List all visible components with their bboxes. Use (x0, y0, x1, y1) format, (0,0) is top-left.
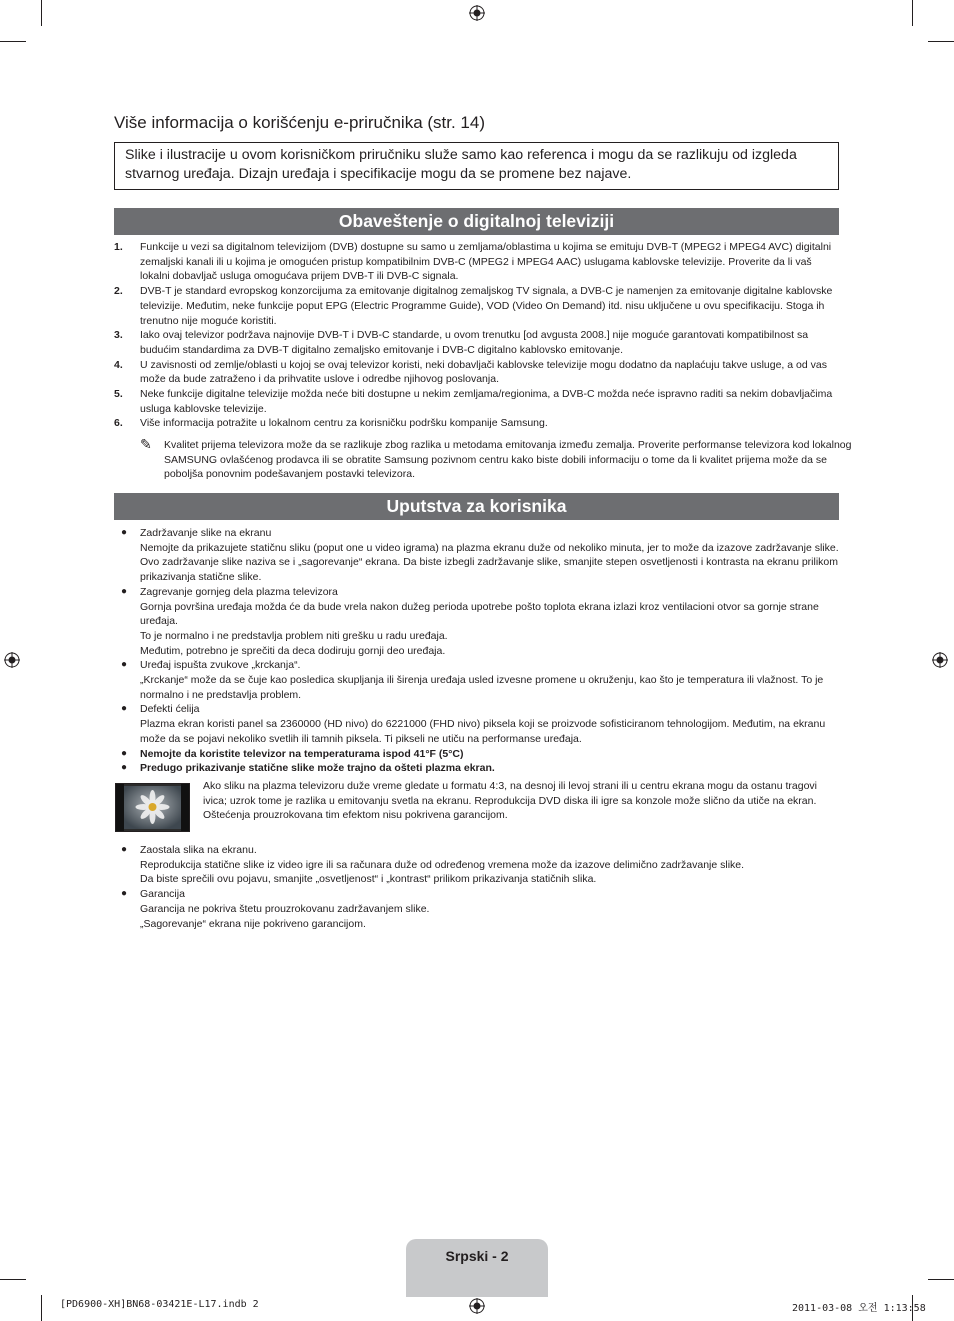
registration-mark-icon (469, 1298, 485, 1314)
memo-note: ✎ Kvalitet prijema televizora može da se razlikuje zbog razlika u metodama emitovanja između zemalja. Proverite performanse televizora kod lokalnog SAMSUNG ovlašćenog prodavca ili se obratite Samsung pozivnom centru kako biste dobili informaciju o tome da li kvalitet prijema može da se poboljša ponovnim podešavanjem postavki televizora. (140, 436, 852, 481)
list-item: 1. Funkcije u vezi sa digitalnom televizijom (DVB) dostupne su samo u zemljama/oblastima u kojima se emituju DVB-T (MPEG2 i MPEG4 AVC) digitalni zemaljski kanali ili u kojima je omogućen pristup kompatibilnim DVB-C (MPEG2 i MPEG4 AAC) uslugama kablovske televizije. Proverite da li vaš lokalni dobavljač usluga omogućava prijem DVB-T ili DVB-C signala. (114, 241, 832, 283)
registration-mark-icon (932, 652, 948, 668)
page-title: Više informacija o korišćenju e-priručnika (str. 14) (114, 113, 485, 132)
list-item: ● Defekti ćelija Plazma ekran koristi panel sa 2360000 (HD nivo) do 6221000 (FHD nivo) piksela koji se proizvode sofisticiranom tehnologijom. Međutim, na ekranu može da se pojavi nekoliko svetlih ili tamnih piksela. Ti pikseli ne utiču na performanse uređaja. (121, 703, 826, 745)
instructions-list-2 (114, 843, 840, 931)
pencil-note-icon: ✎ (140, 436, 152, 452)
list-item: ● Zagrevanje gornjeg dela plazma televizora Gornja površina uređaja možda će da bude vrela nakon dužeg perioda upotrebe pošto toplota ekrana izlazi kroz ventilacioni otvor sa gornje strane uređaja. To je normalno i ne predstavlja problem niti grešku u radu uređaja. Međutim, potrebno je sprečiti da deca dodiruju gornji deo uređaja. (121, 585, 819, 657)
list-item: ● Zaostala slika na ekranu. Reprodukcija statične slike iz video igre ili sa računara duže od određenog vremena može da izazove delimično zadržavanje slike. Da biste sprečili ovu pojavu, smanjite „osvetljenost“ i „kontrast“ prilikom prikazivanja statičnih slika. (121, 844, 745, 886)
list-item: 6. Više informacija potražite u lokalnom centru za korisničku podršku kompanije Samsung. (114, 417, 548, 430)
registration-mark-icon (469, 5, 485, 21)
date-slug: 2011-03-08 오전 1:13:58 (792, 1303, 926, 1314)
crop-mark (0, 1279, 26, 1280)
crop-mark (41, 0, 42, 26)
section-heading-user-instructions: Uputstva za korisnika (114, 493, 839, 520)
crop-mark (41, 1295, 42, 1321)
section-heading-digital-tv: Obaveštenje o digitalnoj televiziji (114, 208, 839, 235)
list-item: 4. U zavisnosti od zemlje/oblasti u kojoj se ovaj televizor koristi, neki dobavljači kablovske televizije mogu dodatno da naplaćuju takve usluge, a od vas može da bude zatraženo i da prihvatite uslove i odredbe njihovog poslovanja. (114, 358, 827, 386)
digital-tv-list (114, 240, 836, 431)
flower-image-icon (116, 784, 189, 831)
list-item: ● Zadržavanje slike na ekranu Nemojte da prikazujete statičnu sliku (poput one u video igrama) na plazma ekranu duže od nekoliko minuta, jer to može da izazove zadržavanje slike. Ovo zadržavanje slike naziva se i „sagorevanje“ ekrana. Da biste izbegli zadržavanje slike, smanjite stepen osvetljenosti i kontrasta na ekranu prilikom prikazivanja statične slike. (121, 527, 839, 584)
list-item: ● Predugo prikazivanje statične slike može trajno da ošteti plazma ekran. (121, 762, 495, 775)
list-item: ● Nemojte da koristite televizor na temperaturama ispod 41°F (5°C) (121, 747, 464, 760)
list-item: ● Garancija Garancija ne pokriva štetu prouzrokovanu zadržavanjem slike. „Sagorevanje“ ekrana nije pokriveno garancijom. (121, 888, 430, 930)
list-item: 3. Iako ovaj televizor podržava najnovije DVB-T i DVB-C standarde, u ovom trenutku [od avgusta 2008.] nije moguće garantovati kompatibilnost sa budućim standardima za DVB-T digitalno zemaljsko emitovanje i DVB-C digitalno kablovsko emitovanje. (114, 329, 809, 356)
tv-screen-illustration (115, 783, 190, 832)
registration-mark-icon (4, 652, 20, 668)
instructions-list (114, 526, 840, 776)
crop-mark (928, 1279, 954, 1280)
list-item: ● Uređaj ispušta zvukove „krckanja“. „Krckanje“ može da se čuje kao posledica skupljanja ili širenja uređaja usled izvesne promene u okruženju, kao što je temperatura ili vlažnost. To je normalno i ne predstavlja problem. (121, 659, 824, 701)
list-item: 5. Neke funkcije digitalne televizije možda neće biti dostupne u nekim zemljama/regionima, a DVB-C možda neće ispravno raditi sa nekim dobavljačima usluga kablovske televizije. (114, 388, 833, 415)
tv-burn-in-note: Ako sliku na plazma televizoru duže vreme gledate u formatu 4:3, na desnoj ili levoj strani ili u centru ekrana mogu da ostanu tragovi ivica; uzrok tome je razlika u emitovanju svetla na ekranu. Reprodukcija DVD diska ili igre sa konzole može slično da utiče na ekran. Oštećenja prouzrokovana tim efektom nisu pokrivena garancijom. (203, 780, 817, 822)
disclaimer-box: Slike i ilustracije u ovom korisničkom priručniku služe samo kao referenca i mogu da se razlikuju od izgleda stvarnog uređaja. Dizajn uređaja i specifikacije mogu da se promene bez najave. (114, 142, 839, 190)
crop-mark (928, 41, 954, 42)
crop-mark (0, 41, 26, 42)
crop-mark (912, 0, 913, 26)
list-item: 2. DVB-T je standard evropskog konzorcijuma za emitovanje digitalnog zemaljskog TV signala, a DVB-C je namenjen za emitovanje digitalne kablovske televizije. Međutim, neke funkcije poput EPG (Electric Programme Guide), VOD (Video On Demand) itd. nisu uključene u ovu specifikaciju. Stoga ih trenutno nije moguće koristiti. (114, 285, 833, 327)
file-slug: [PD6900-XH]BN68-03421E-L17.indb 2 (60, 1299, 259, 1310)
page-number-tab: Srpski - 2 (406, 1239, 548, 1297)
